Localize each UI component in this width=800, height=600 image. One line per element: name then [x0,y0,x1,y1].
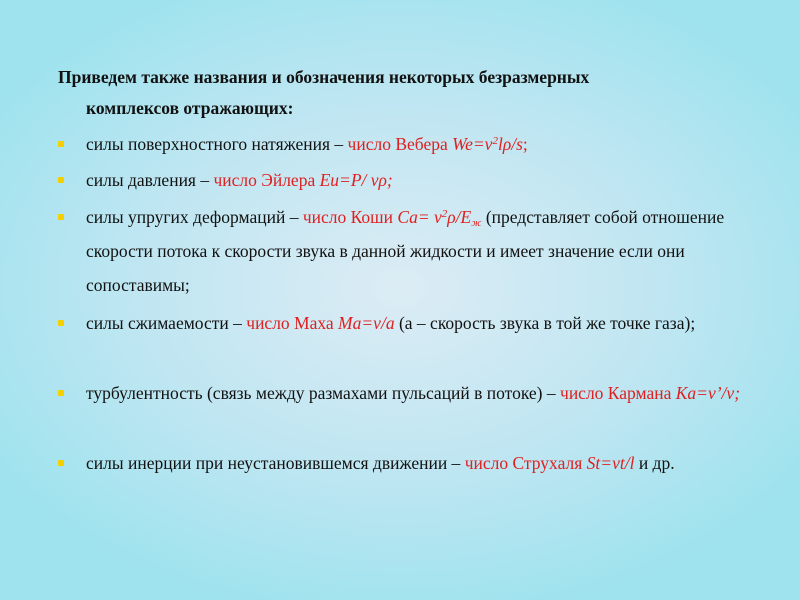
list-item-text: силы давления – число Эйлера Eu=P/ vρ; [86,170,393,190]
slide-heading [58,62,738,124]
formula: $We=v^2l\rho/s$ [452,134,523,154]
number-name: число Вебера [347,134,453,154]
list-item-text: силы инерции при неустановившемся движении – число Струхаля St=vt/l и др. [86,453,675,473]
list-item-text: силы поверхностного натяжения – число Вебера $We=v^2l\rho/s$; [86,134,528,154]
formula: Eu=P/ vρ; [319,170,393,190]
bullet-marker [58,141,64,147]
formula: $Ca= v^2\rho/E_ж$ [397,207,482,229]
superscript: 2 [492,135,498,147]
bullet-marker [58,177,64,183]
number-name: число Эйлера [213,170,320,190]
list-item-euler [58,163,748,197]
heading-line-1: Приведем также названия и обозначения некоторых безразмерных [58,67,590,87]
heading-line-2: комплексов отражающих: [86,98,294,118]
formula: St=vt/l [586,453,635,473]
subscript: ж [471,217,482,229]
number-name: число Струхаля [464,453,587,473]
bullet-marker [58,390,64,396]
bullet-marker [58,320,64,326]
list-item-text: турбулентность (связь между размахами пульсаций в потоке) – число Кармана Ka=v’/v; [86,383,741,403]
formula: Ma=v/a [338,313,395,333]
list-item-strouhal [58,446,748,480]
bullet-marker [58,460,64,466]
list-item-text: силы сжимаемости – число Маха Ma=v/a (a – скорость звука в той же точке газа); [86,313,696,333]
number-name: число Кармана [560,383,676,403]
number-name: число Коши [302,207,398,227]
list-item-text: силы упругих деформаций – число Коши $Ca= v^2\rho/E_ж$ (представляет собой отношение скорости потока к скорости звука в данной жидкости и имеет значение если они сопоставимы; [86,207,725,295]
list-item-karman [58,376,748,410]
list-item-cauchy [58,200,748,302]
number-name: число Маха [246,313,339,333]
bullet-marker [58,214,64,220]
list-item-weber [58,127,748,161]
formula: Ka=v’/v; [675,383,741,403]
superscript: 2 [441,208,448,220]
list-item-mach [58,306,748,340]
